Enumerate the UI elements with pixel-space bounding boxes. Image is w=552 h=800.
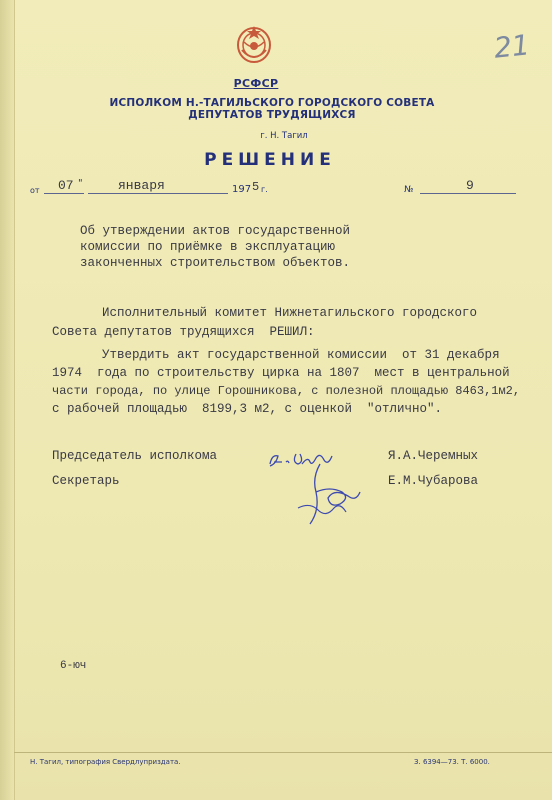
number-label: №	[404, 185, 414, 195]
body-line-2: Совета депутатов трудящихся РЕШИЛ:	[52, 325, 315, 339]
date-year-digit: 5	[252, 180, 260, 194]
document-title: РЕШЕНИЕ	[204, 150, 336, 170]
city-label: г. Н. Тагил	[260, 131, 308, 141]
secretary-signature	[290, 458, 370, 532]
footer-order: З. 6394—73. Т. 6000.	[414, 758, 490, 766]
subject-line-3: законченных строительством объектов.	[80, 256, 351, 270]
chairman-title: Председатель исполкома	[52, 449, 218, 463]
body-line-1: Исполнительный комитет Нижнетагильского городского	[102, 306, 478, 320]
secretary-name: Е.М.Чубарова	[388, 474, 479, 488]
footer-printer: Н. Тагил, типография Свердлуприздата.	[30, 758, 181, 766]
date-day: 07	[58, 178, 74, 193]
republic-label: РСФСР	[233, 77, 279, 90]
date-month: января	[118, 178, 165, 193]
date-day-quote: "	[78, 178, 83, 189]
body-line-4: 1974 года по строительству цирка на 1807 мест в центральной	[52, 366, 510, 380]
date-day-rule	[44, 193, 84, 194]
body-line-6: с рабочей площадью 8199,3 м2, с оценкой "отлично".	[52, 402, 443, 416]
subject-line-2: комиссии по приёмке в эксплуатацию	[80, 240, 336, 254]
number-rule	[420, 193, 516, 194]
typist-mark: 6-юч	[60, 660, 87, 672]
state-emblem-icon	[234, 22, 274, 66]
body-line-5: части города, по улице Горошникова, с полезной площадью 8463,1м2,	[52, 384, 521, 398]
date-year-prefix: 197	[232, 184, 252, 195]
subject-line-1: Об утверждении актов государственной	[80, 224, 351, 238]
body-line-3: Утвердить акт государственной комиссии от 31 декабря	[102, 348, 500, 362]
organization-line-1: ИСПОЛКОМ Н.-ТАГИЛЬСКОГО ГОРОДСКОГО СОВЕТА	[109, 97, 435, 109]
archive-number: 21	[492, 28, 532, 65]
organization-line-2: ДЕПУТАТОВ ТРУДЯЩИХСЯ	[188, 109, 356, 121]
date-year-suffix: г.	[261, 185, 268, 194]
secretary-title: Секретарь	[52, 474, 120, 488]
date-month-rule	[88, 193, 228, 194]
date-prefix: от	[30, 186, 40, 195]
chairman-name: Я.А.Черемных	[388, 449, 479, 463]
decision-number: 9	[466, 178, 474, 193]
footer-rule	[14, 752, 552, 753]
